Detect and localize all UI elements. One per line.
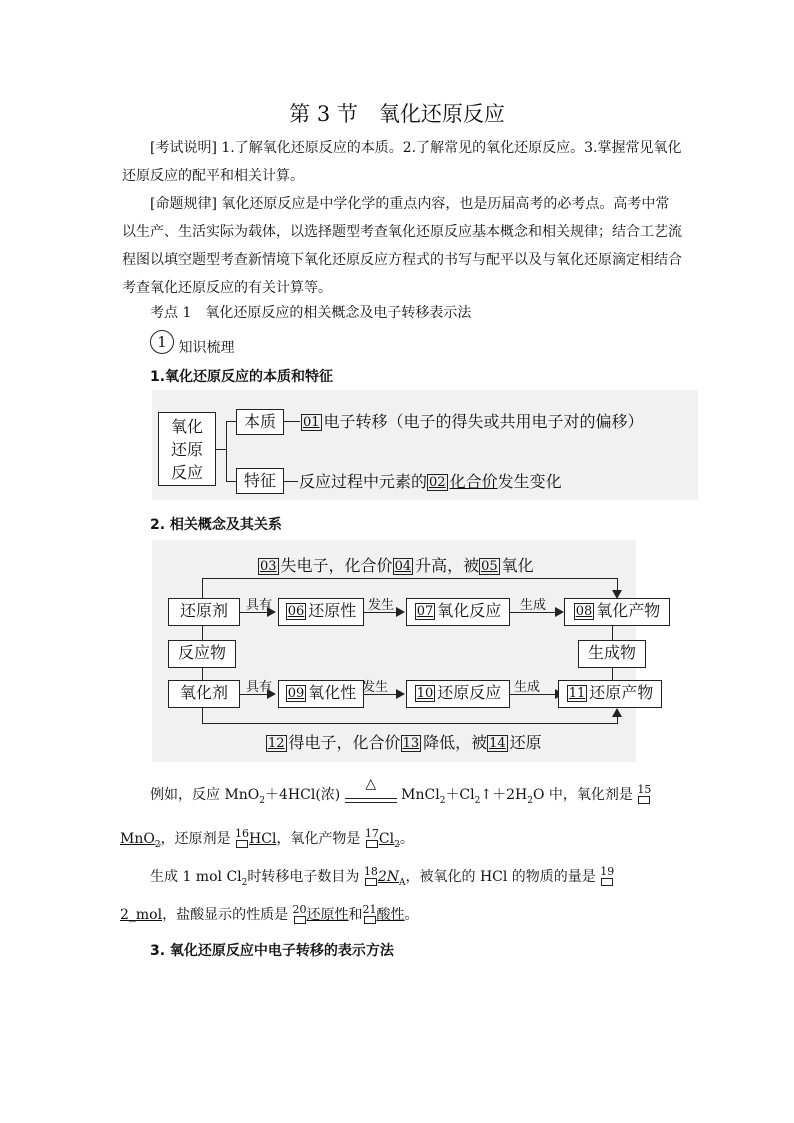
row2-label-form: 生成: [514, 680, 541, 695]
answer-17: $Cl_2$: [378, 831, 400, 850]
row2-label-occur: 发生: [362, 680, 389, 695]
page-title: 第 3 节 氧化还原反应: [289, 102, 505, 126]
exam-description-label: [考试说明]: [150, 140, 217, 156]
answer-16: HCl: [249, 831, 277, 847]
exam-description: [122, 134, 682, 190]
answer-15: MnO$_2$: [120, 831, 161, 850]
reduction-product-box: 11 还原产物: [558, 680, 662, 708]
reducibility-box: 06 还原性: [278, 598, 364, 626]
knowledge-heading: [150, 330, 234, 354]
product-box: 生成物: [578, 640, 646, 668]
rule-label: [命题规律]: [150, 196, 217, 212]
right-vertical-2: [612, 668, 613, 680]
arrow-up-icon: [612, 708, 622, 717]
answer-20: 还原性: [306, 907, 349, 923]
example-line-4: 2_mol，盐酸显示的性质是 20 还原性和21 酸性。: [120, 904, 419, 926]
feature-box: 特征: [236, 468, 284, 494]
row1-arrow3-line: [510, 612, 556, 613]
circle-number-icon: 1: [150, 330, 174, 354]
reducing-agent-box: 还原剂: [168, 598, 240, 626]
exam-description-text: 1.了解氧化还原反应的本质。2.了解常见的氧化还原反应。3.掌握常见氧化还原反应的配平和相关计算。: [122, 140, 682, 184]
bracket-top: [226, 421, 236, 422]
oxidation-reaction-box: 07 氧化反应: [406, 598, 510, 626]
feature-connector: [284, 481, 298, 482]
row2-arrow2-line: [364, 694, 396, 695]
arrow-right-icon: [396, 689, 405, 699]
row1-label-have: 具有: [246, 598, 273, 613]
right-vertical-1: [612, 626, 613, 640]
blank-17: 17: [365, 828, 379, 850]
arrow-right-icon: [396, 607, 405, 617]
oxidizing-agent-box: 氧化剂: [168, 680, 240, 708]
example-line-1: 例如，反应 MnO$_2$＋4HCl(浓) △ $MnCl_2+Cl_2↑+2H_2O$ 中，氧化剂是 15: [150, 776, 652, 806]
left-vertical-1: [202, 626, 203, 640]
section2-heading: 2. 相关概念及其关系: [150, 517, 282, 533]
answer-21: 酸性: [376, 907, 405, 923]
example-line-3: 生成 1 mol $Cl_2$时转移电子数目为 18 $2N_A$，被氧化的 HCl 的物质的量是 19: [150, 865, 615, 888]
example-line-2: MnO$_2$，还原剂是 16 HCl，氧化产物是 17 $Cl_2$。: [120, 827, 414, 850]
top-line-text: 03 失电子，化合价 04 升高，被 05 氧化: [260, 556, 534, 575]
arrow-right-icon: [267, 607, 276, 617]
arrow-right-icon: [555, 607, 564, 617]
blank-19: 19: [600, 866, 614, 888]
blank-16: 16: [235, 828, 249, 850]
row1-arrow1-line: [240, 612, 268, 613]
row1-arrow2-line: [364, 612, 396, 613]
bottom-line-left: [202, 708, 203, 724]
arrow-right-icon: [267, 689, 276, 699]
bracket-line: [226, 421, 227, 481]
row2-arrow1-line: [240, 694, 268, 695]
bracket-bottom: [226, 481, 236, 482]
row1-label-form: 生成: [520, 598, 547, 613]
feature-text: 反应过程中元素的 02 化合价发生变化: [299, 472, 562, 491]
rule-paragraph: [122, 190, 682, 302]
blank-18: 18: [364, 866, 378, 888]
left-vertical-2: [202, 668, 203, 680]
rule-text: 氧化还原反应是中学化学的重点内容，也是历届高考的必考点。高考中常以生产、生活实际为载体，以选择题型考查氧化还原反应基本概念和相关规律；结合工艺流程图以填空题型考查新情境下氧化还原反应方程式的书写与配平以及与氧化还原滴定相结合考查氧化还原反应的有关计算等。: [122, 196, 682, 296]
top-line: [202, 578, 618, 579]
essence-text: 01 电子转移（电子的得失或共用电子对的偏移）: [303, 412, 644, 431]
answer-19: 2_mol: [120, 907, 163, 923]
row1-label-occur: 发生: [368, 598, 395, 613]
kaodian-heading: 考点 1 氧化还原反应的相关概念及电子转移表示法: [150, 305, 472, 321]
section3-heading: 3. 氧化还原反应中电子转移的表示方法: [150, 943, 394, 959]
knowledge-label: 知识梳理: [178, 340, 235, 356]
reactant-box: 反应物: [168, 640, 236, 668]
reduction-reaction-box: 10 还原反应: [406, 680, 510, 708]
oxidation-product-box: 08 氧化产物: [564, 598, 670, 626]
bottom-line-right: [617, 716, 618, 724]
answer-18: $2N_A$: [377, 869, 406, 888]
oxidizability-box: 09 氧化性: [278, 680, 364, 708]
blank-15: 15: [637, 784, 651, 806]
blank-21: 21: [363, 904, 377, 926]
bottom-line-text: 12 得电子，化合价 13 降低，被 14 还原: [268, 733, 542, 752]
essence-box: 本质: [236, 409, 284, 435]
row2-label-have: 具有: [246, 680, 273, 695]
redox-box: 氧化还原反应: [158, 412, 216, 486]
heat-condition: △: [345, 794, 397, 803]
blank-20: 20: [293, 904, 307, 926]
essence-connector: [284, 421, 300, 422]
bottom-line: [202, 723, 618, 724]
top-line-left: [202, 578, 203, 598]
bracket-stem: [216, 449, 226, 450]
section1-heading: 1.氧化还原反应的本质和特征: [150, 369, 334, 385]
row2-arrow3-line: [510, 694, 556, 695]
